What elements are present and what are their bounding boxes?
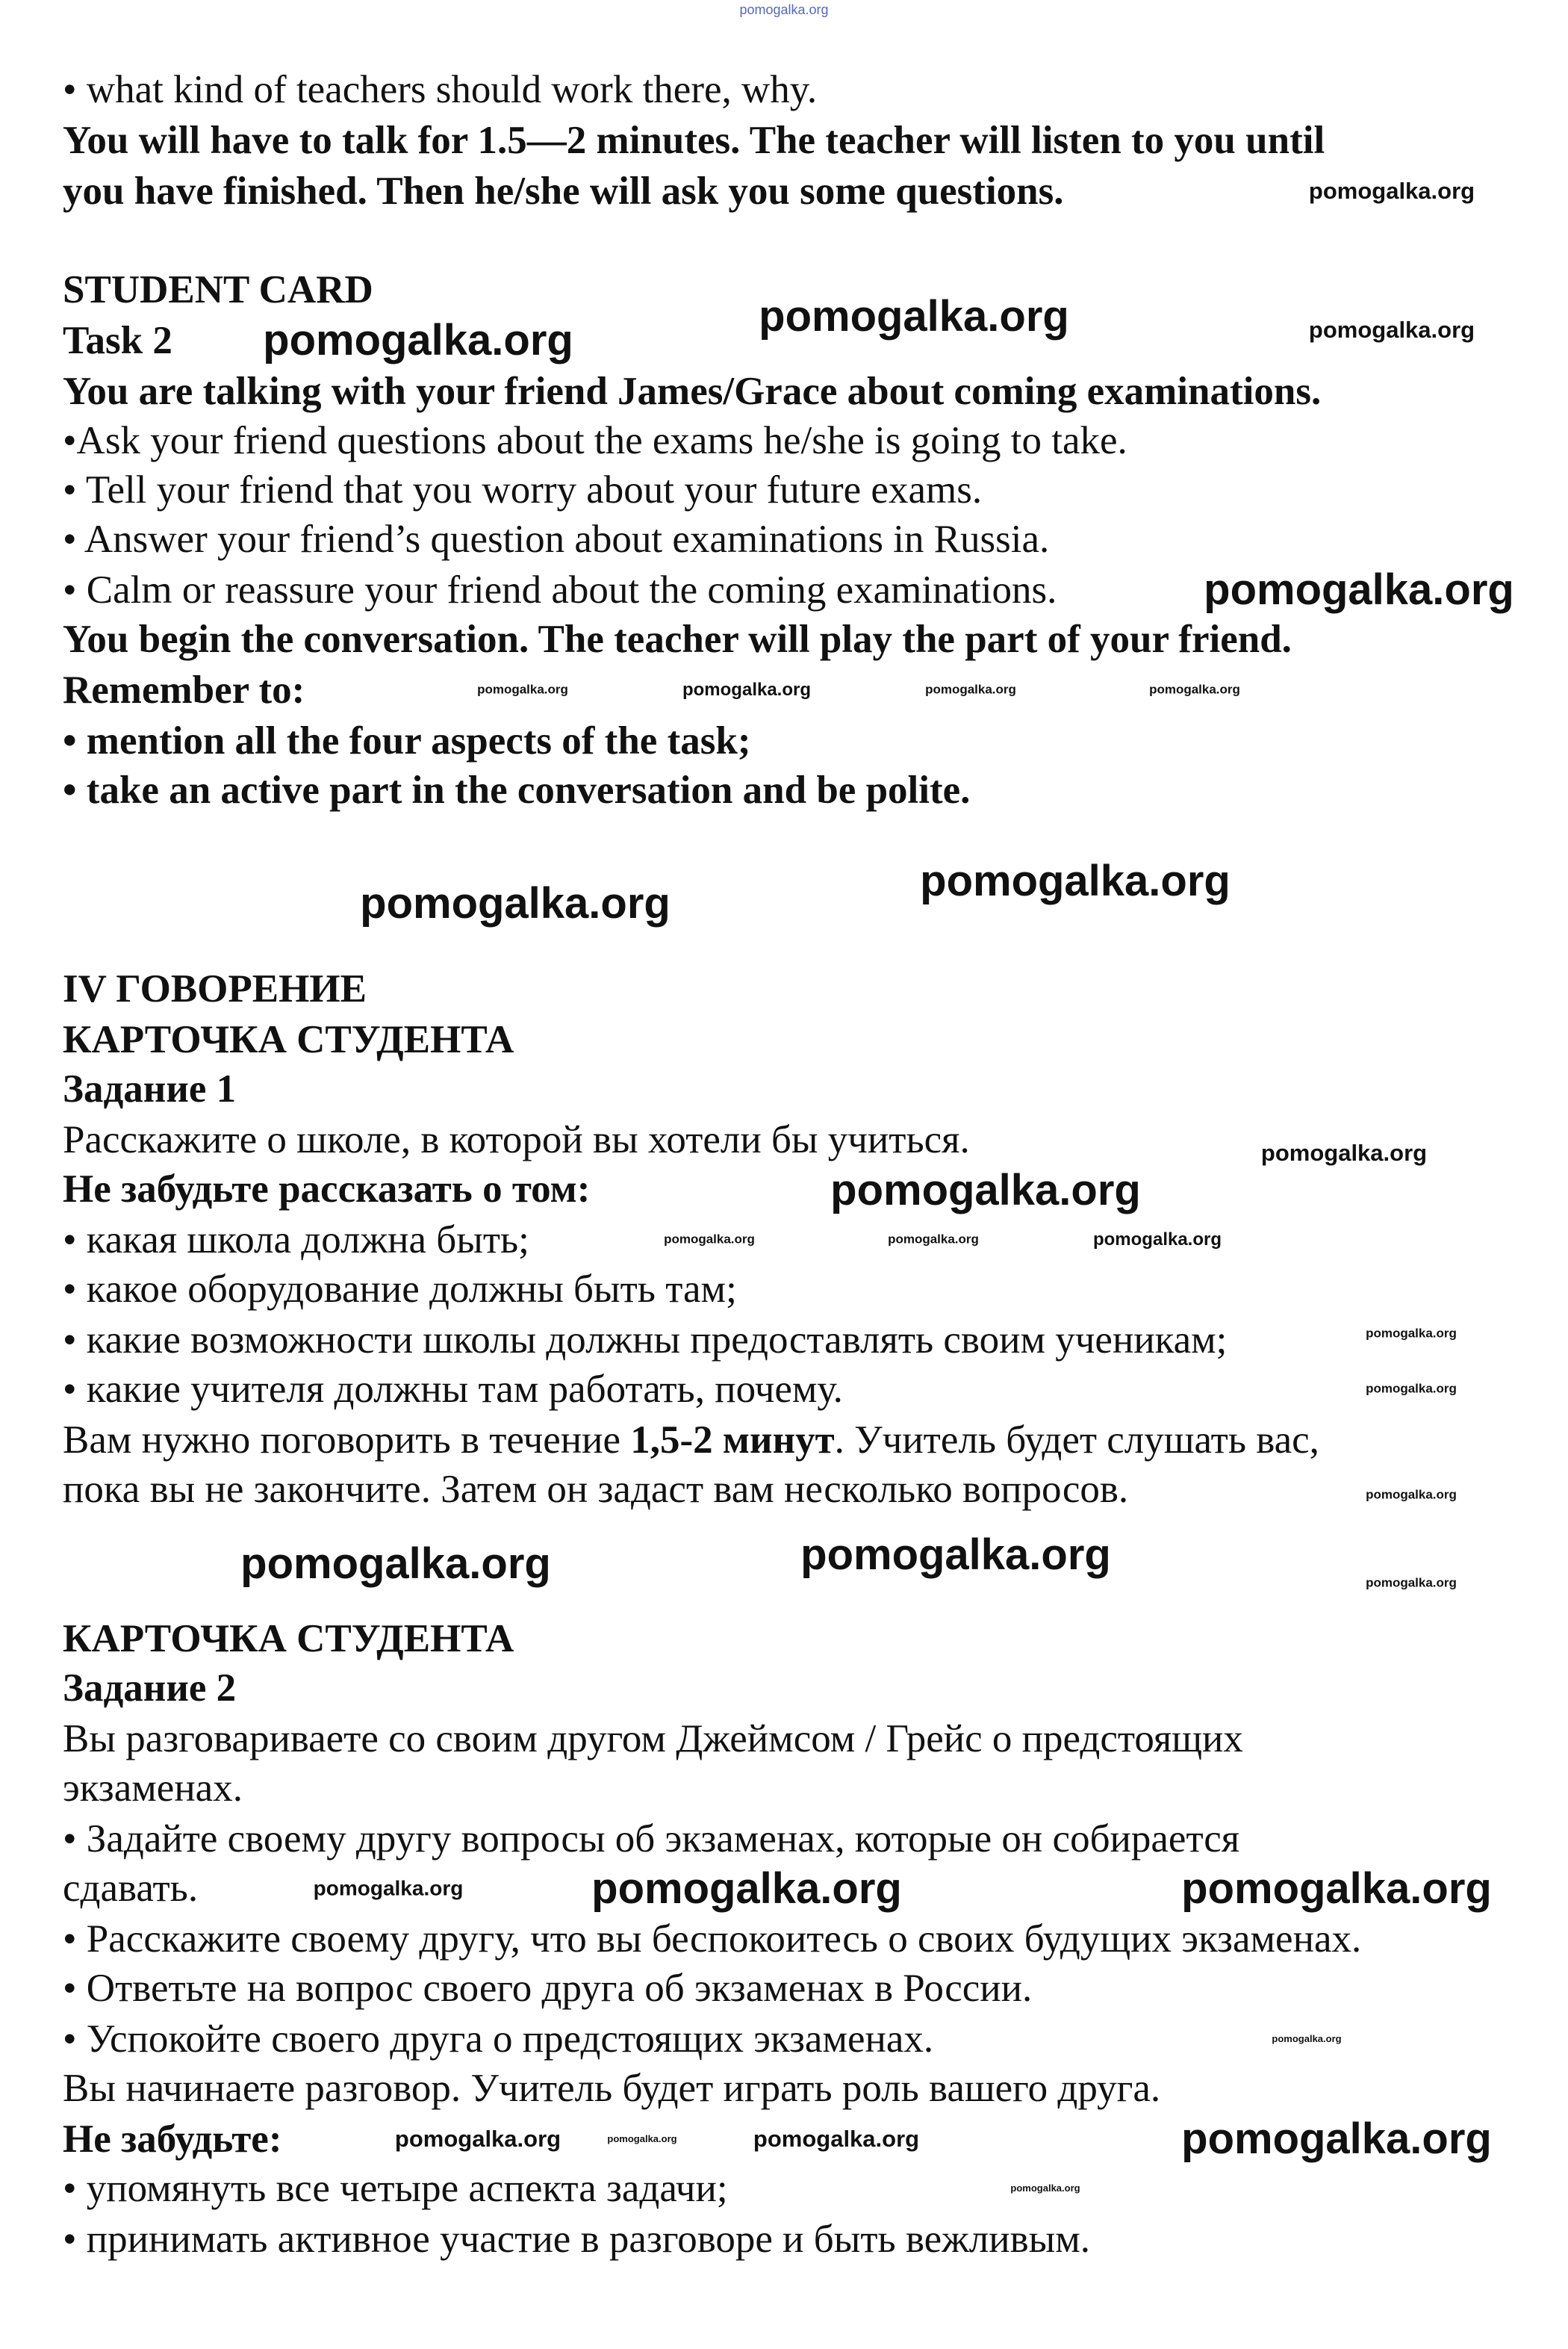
remember-item: • принимать активное участие в разговоре и быть вежливым. <box>63 2218 1091 2261</box>
task-intro: экзаменах. <box>63 1766 243 1810</box>
watermark: pomogalka.org <box>1181 1864 1492 1914</box>
task-bullet: • какие учителя должны там работать, почему. <box>63 1368 843 1411</box>
task-bullet: • Calm or reassure your friend about the coming examinations. <box>63 568 1057 612</box>
watermark: pomogalka.org <box>1308 177 1475 204</box>
watermark: pomogalka.org <box>263 316 573 365</box>
watermark: pomogalka.org <box>360 879 671 928</box>
watermark: pomogalka.org <box>1149 682 1240 697</box>
watermark: pomogalka.org <box>739 2 829 18</box>
watermark: pomogalka.org <box>240 1539 551 1589</box>
task-label: Задание 1 <box>63 1067 237 1111</box>
watermark: pomogalka.org <box>682 679 812 700</box>
watermark: pomogalka.org <box>753 2125 920 2152</box>
time-pre: Вам нужно поговорить в течение <box>63 1418 631 1462</box>
instructions-line: you have finished. Then he/she will ask you some questions. <box>63 170 1064 213</box>
task-label: Task 2 <box>63 319 172 362</box>
watermark: pomogalka.org <box>607 2132 677 2144</box>
task-label: Задание 2 <box>63 1666 237 1710</box>
task-bullet: • Tell your friend that you worry about your future exams. <box>63 468 983 512</box>
bullet-teachers: • what kind of teachers should work there, why. <box>63 68 818 111</box>
task-intro: You are talking with your friend James/Grace about coming examinations. <box>63 370 1322 413</box>
remember-item: • упомянуть все четыре аспекта задачи; <box>63 2167 728 2210</box>
time-note: пока вы не закончите. Затем он задаст вам несколько вопросов. <box>63 1468 1129 1511</box>
watermark: pomogalka.org <box>1366 1487 1457 1502</box>
watermark: pomogalka.org <box>591 1864 902 1914</box>
watermark: pomogalka.org <box>1272 2032 1342 2044</box>
watermark: pomogalka.org <box>1010 2182 1080 2194</box>
watermark: pomogalka.org <box>920 857 1231 906</box>
section-heading: IV ГОВОРЕНИЕ <box>63 967 367 1011</box>
task-bullet: • какое оборудование должны быть там; <box>63 1267 737 1311</box>
watermark: pomogalka.org <box>394 2125 561 2152</box>
watermark: pomogalka.org <box>1260 1139 1428 1166</box>
watermark: pomogalka.org <box>1204 565 1514 615</box>
watermark: pomogalka.org <box>800 1530 1111 1580</box>
watermark: pomogalka.org <box>925 682 1016 697</box>
watermark: pomogalka.org <box>664 1232 755 1247</box>
remember-heading: Не забудьте рассказать о том: <box>63 1167 591 1211</box>
card-title: КАРТОЧКА СТУДЕНТА <box>63 1617 514 1660</box>
card-title: STUDENT CARD <box>63 268 373 311</box>
watermark: pomogalka.org <box>1181 2114 1492 2164</box>
task-bullet: • какая школа должна быть; <box>63 1218 529 1262</box>
task-bullet: • Расскажите своему другу, что вы беспокоитесь о своих будущих экзаменах. <box>63 1917 1362 1961</box>
watermark: pomogalka.org <box>1366 1381 1457 1396</box>
remember-item: • mention all the four aspects of the task; <box>63 719 751 763</box>
watermark: pomogalka.org <box>313 1876 464 1900</box>
time-duration: 1,5-2 минут <box>630 1418 835 1462</box>
task-bullet: • Успокойте своего друга о предстоящих экзаменах. <box>63 2017 934 2061</box>
task-intro: Вы разговариваете со своим другом Джеймсом / Грейс о предстоящих <box>63 1717 1243 1760</box>
task-bullet: • Ответьте на вопрос своего друга об экзаменах в России. <box>63 1967 1033 2010</box>
watermark: pomogalka.org <box>759 292 1069 341</box>
watermark: pomogalka.org <box>1308 316 1475 343</box>
remember-heading: Remember to: <box>63 668 305 712</box>
watermark: pomogalka.org <box>1366 1575 1457 1590</box>
watermark: pomogalka.org <box>888 1232 979 1247</box>
begin-note: Вы начинаете разговор. Учитель будет играть роль вашего друга. <box>63 2067 1161 2110</box>
task-bullet: сдавать. <box>63 1867 199 1910</box>
task-bullet: • какие возможности школы должны предоставлять своим ученикам; <box>63 1318 1228 1362</box>
task-intro: Расскажите о школе, в которой вы хотели бы учиться. <box>63 1118 970 1161</box>
remember-heading: Не забудьте: <box>63 2117 282 2161</box>
watermark: pomogalka.org <box>1092 1229 1222 1250</box>
watermark: pomogalka.org <box>830 1166 1141 1215</box>
remember-item: • take an active part in the conversation and be polite. <box>63 769 971 812</box>
time-post: . Учитель будет слушать вас, <box>834 1418 1319 1462</box>
card-title: КАРТОЧКА СТУДЕНТА <box>63 1018 514 1061</box>
begin-note: You begin the conversation. The teacher will play the part of your friend. <box>63 618 1292 661</box>
task-bullet: • Answer your friend’s question about examinations in Russia. <box>63 518 1050 561</box>
watermark: pomogalka.org <box>477 682 568 697</box>
instructions-line: You will have to talk for 1.5—2 minutes. The teacher will listen to you until <box>63 119 1325 162</box>
task-bullet: •Ask your friend questions about the exams he/she is going to take. <box>63 419 1127 462</box>
time-note <box>63 1415 1319 1465</box>
task-bullet: • Задайте своему другу вопросы об экзаменах, которые он собирается <box>63 1817 1240 1861</box>
watermark: pomogalka.org <box>1366 1326 1457 1341</box>
